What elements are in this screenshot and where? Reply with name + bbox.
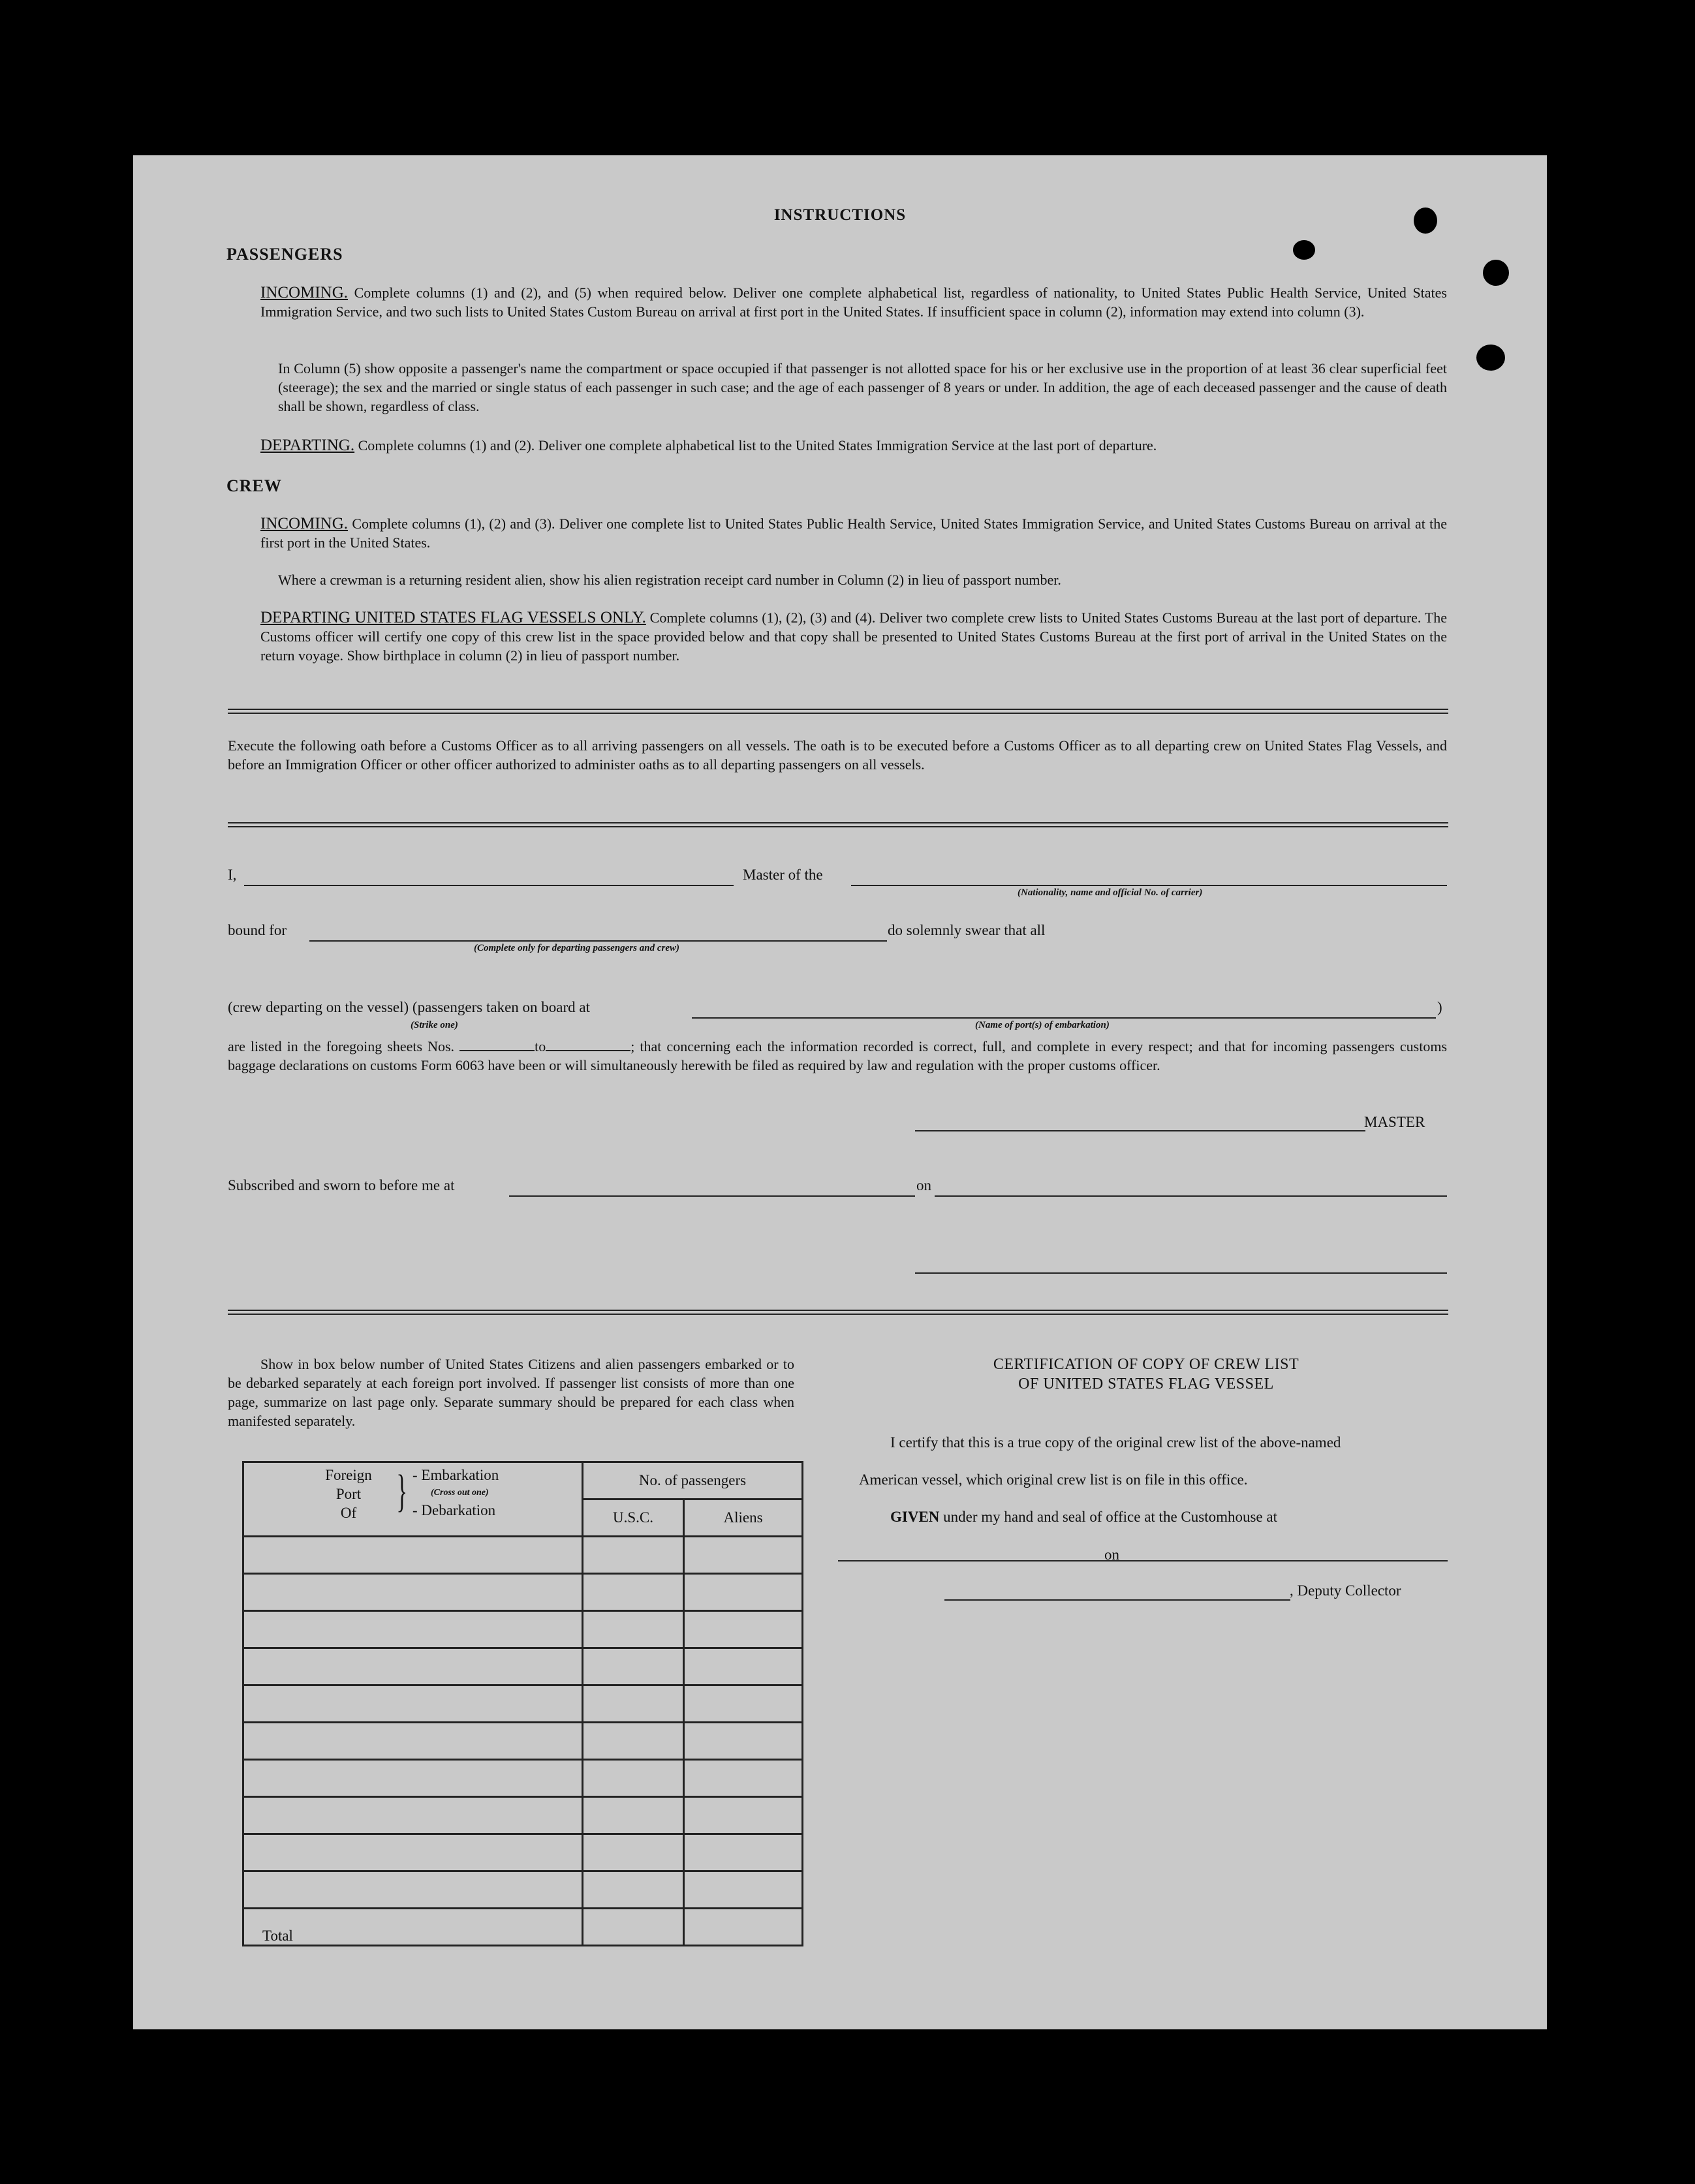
port-header-of: Of <box>340 1505 357 1521</box>
passengers-header-cell: No. of passengers <box>583 1462 803 1500</box>
oath-i-label: I, <box>228 867 237 883</box>
oath-listed-rest: ; that concerning each the information recorded is correct, full, and complete in every respect; and that for incoming passengers customs baggage declarations on customs Form 6063 have been or will simultaneously herewith be filed as required by law and regulation with the proper customs officer. <box>228 1038 1448 1073</box>
crew-resident-paragraph: Where a crewman is a returning resident alien, show his alien registration receipt card number in Column (2) in lieu of passport number. <box>278 572 1061 588</box>
nationality-hint: (Nationality, name and official No. of carrier) <box>1018 887 1203 898</box>
usc-cell[interactable] <box>583 1685 684 1723</box>
table-row <box>243 1648 803 1685</box>
subscribed-label: Subscribed and sworn to before me at <box>228 1177 455 1193</box>
passengers-incoming-paragraph <box>260 283 1447 321</box>
table-row <box>243 1537 803 1574</box>
total-aliens-cell[interactable] <box>684 1909 803 1946</box>
given-label: GIVEN <box>890 1509 940 1525</box>
port-cell[interactable] <box>243 1537 583 1574</box>
ports-hint: (Name of port(s) of embarkation) <box>975 1020 1110 1030</box>
oath-bound-for-label: bound for <box>228 922 287 938</box>
crew-incoming-paragraph <box>260 514 1447 552</box>
port-cell[interactable] <box>243 1685 583 1723</box>
table-row <box>243 1685 803 1723</box>
total-label-cell <box>243 1909 583 1946</box>
certification-title-line1: CERTIFICATION OF COPY OF CREW LIST <box>993 1356 1299 1373</box>
passengers-incoming-label: INCOMING. <box>260 284 349 301</box>
passengers-incoming-text: Complete columns (1) and (2), and (5) when required below. Deliver one complete alphabetical list, regardless of nationality, to United States Public Health Service, United States Immigration Service, and two such lists to United States Custom Bureau on arrival at first port in the United States. If insufficient space in column (2), information may extend into column (3). <box>260 285 1447 320</box>
oath-listed-label: are listed in the foregoing sheets Nos. <box>228 1038 455 1054</box>
usc-cell[interactable] <box>583 1834 684 1871</box>
departing-hint: (Complete only for departing passengers and crew) <box>474 943 679 953</box>
subscribed-on-label: on <box>916 1177 931 1193</box>
port-cell[interactable] <box>243 1871 583 1909</box>
debarkation-option[interactable]: - Debarkation <box>412 1502 496 1518</box>
crew-departing-text: Complete columns (1), (2), (3) and (4). Deliver two complete crew lists to United States Customs Bureau at the last port of departure. The Customs officer will certify one copy of this crew list in the space provided below and that copy shall be presented to United States Customs Bureau at the first port of arrival in the United States on the return voyage. Show birthplace in column (2) in lieu of passport number. <box>260 609 1448 664</box>
aliens-cell[interactable] <box>684 1537 803 1574</box>
usc-cell[interactable] <box>583 1537 684 1574</box>
section-divider <box>228 1310 1448 1315</box>
oath-listed-paragraph <box>228 1037 1447 1075</box>
carrier-field[interactable] <box>851 885 1447 886</box>
certify-text-1: I certify that this is a true copy of the original crew list of the above-named <box>890 1434 1341 1451</box>
officer-signature-field[interactable] <box>915 1272 1447 1274</box>
aliens-cell[interactable] <box>684 1611 803 1648</box>
crew-incoming-text: Complete columns (1), (2) and (3). Deliver one complete list to United States Public Health Service, United States Immigration Service, and United States Customs Bureau on arrival at the first port in the United States. <box>260 515 1447 551</box>
crew-departing-paragraph <box>260 608 1447 665</box>
port-cell[interactable] <box>243 1834 583 1871</box>
aliens-cell[interactable] <box>684 1648 803 1685</box>
aliens-cell[interactable] <box>684 1685 803 1723</box>
table-row <box>243 1871 803 1909</box>
given-line <box>890 1509 1277 1526</box>
usc-cell[interactable] <box>583 1611 684 1648</box>
port-cell[interactable] <box>243 1574 583 1611</box>
usc-cell[interactable] <box>583 1760 684 1797</box>
aliens-header-cell: Aliens <box>684 1500 803 1537</box>
port-cell[interactable] <box>243 1797 583 1834</box>
usc-cell[interactable] <box>583 1723 684 1760</box>
section-divider <box>228 709 1448 714</box>
usc-cell[interactable] <box>583 1797 684 1834</box>
port-cell[interactable] <box>243 1723 583 1760</box>
table-header-row <box>243 1462 803 1500</box>
subscribed-place-field[interactable] <box>509 1195 915 1197</box>
ink-blot <box>1483 260 1509 286</box>
table-row <box>243 1760 803 1797</box>
subscribed-date-field[interactable] <box>935 1195 1447 1197</box>
port-cell[interactable] <box>243 1760 583 1797</box>
port-header-port: Port <box>335 1486 362 1502</box>
master-label: MASTER <box>1364 1114 1425 1130</box>
total-label: Total <box>262 1928 293 1944</box>
aliens-cell[interactable] <box>684 1871 803 1909</box>
embarkation-option[interactable]: - Embarkation <box>412 1467 499 1483</box>
table-row <box>243 1797 803 1834</box>
usc-cell[interactable] <box>583 1871 684 1909</box>
deputy-collector-label: , Deputy Collector <box>1290 1582 1401 1599</box>
certification-title <box>898 1355 1394 1394</box>
passenger-summary-table <box>242 1461 803 1946</box>
oath-swear-label: do solemnly swear that all <box>888 922 1046 938</box>
certification-on-label: on <box>1104 1546 1119 1563</box>
total-usc-cell[interactable] <box>583 1909 684 1946</box>
ink-blot <box>1476 345 1505 371</box>
certification-date-field[interactable] <box>1121 1560 1448 1561</box>
oath-execute-paragraph: Execute the following oath before a Customs Officer as to all arriving passengers on all vessels. The oath is to be executed before a Customs Officer as to all departing crew on United States Flag Vessels, and before an Immigration Officer or other officer authorized to administer oaths as to all departing passengers on all vessels. <box>228 737 1447 773</box>
passengers-departing-text: Complete columns (1) and (2). Deliver one complete alphabetical list to the United States Immigration Service at the last port of departure. <box>354 437 1157 454</box>
aliens-cell[interactable] <box>684 1797 803 1834</box>
aliens-cell[interactable] <box>684 1574 803 1611</box>
crew-departing-label: DEPARTING UNITED STATES FLAG VESSELS ONLY. <box>260 609 646 626</box>
port-header-foreign: Foreign <box>325 1467 372 1483</box>
given-text: under my hand and seal of office at the Customhouse at <box>939 1509 1277 1525</box>
table-row <box>243 1723 803 1760</box>
sheet-to-field[interactable] <box>546 1037 630 1051</box>
cross-out-hint: (Cross out one) <box>431 1488 489 1498</box>
certification-title-line2: OF UNITED STATES FLAG VESSEL <box>1018 1376 1274 1392</box>
table-total-row <box>243 1909 803 1946</box>
passengers-departing-paragraph <box>260 436 1447 455</box>
oath-to-label: to <box>535 1038 546 1054</box>
master-name-field[interactable] <box>244 885 734 886</box>
port-header-cell <box>243 1462 583 1537</box>
deputy-collector-signature-field[interactable] <box>944 1599 1290 1601</box>
passengers-heading: PASSENGERS <box>226 245 343 264</box>
section-divider <box>228 822 1448 827</box>
aliens-cell[interactable] <box>684 1760 803 1797</box>
oath-master-of-label: Master of the <box>743 867 823 883</box>
sheet-from-field[interactable] <box>459 1037 535 1051</box>
usc-header-cell: U.S.C. <box>583 1500 684 1537</box>
usc-cell[interactable] <box>583 1648 684 1685</box>
usc-cell[interactable] <box>583 1574 684 1611</box>
brace-icon: } <box>396 1466 408 1516</box>
document-page <box>133 155 1547 2029</box>
oath-crew-departing-label: (crew departing on the vessel) (passengers taken on board at <box>228 999 590 1015</box>
summary-intro-paragraph: Show in box below number of United States Citizens and alien passengers embarked or to be debarked separately at each foreign port involved. If passenger list consists of more than one page, summarize on last page only. Separate summary should be prepared for each class when manifested separately. <box>228 1356 794 1429</box>
table-row <box>243 1611 803 1648</box>
crew-heading: CREW <box>226 476 282 495</box>
aliens-cell[interactable] <box>684 1723 803 1760</box>
table-row <box>243 1574 803 1611</box>
instructions-title: INSTRUCTIONS <box>773 206 907 224</box>
strike-hint: (Strike one) <box>411 1020 458 1030</box>
oath-close-paren: ) <box>1437 999 1442 1015</box>
port-cell[interactable] <box>243 1611 583 1648</box>
passengers-column5-paragraph: In Column (5) show opposite a passenger's name the compartment or space occupied if that passenger is not allotted space for his or her exclusive use in the proportion of at least 36 clear superficial feet (steerage); the sex and the married or single status of each passenger in such case; and the age of each passenger of 8 years or under. In addition, the age of each deceased passenger and the cause of death shall be shown, regardless of class. <box>278 360 1447 414</box>
certify-text-2: American vessel, which original crew list is on file in this office. <box>859 1471 1248 1488</box>
ink-blot <box>1293 240 1315 260</box>
table-row <box>243 1834 803 1871</box>
bound-for-field[interactable] <box>309 940 887 942</box>
crew-incoming-label: INCOMING. <box>260 515 349 532</box>
passengers-departing-label: DEPARTING. <box>260 437 355 454</box>
master-signature-field[interactable] <box>915 1130 1365 1131</box>
port-cell[interactable] <box>243 1648 583 1685</box>
aliens-cell[interactable] <box>684 1834 803 1871</box>
embarkation-port-field[interactable] <box>692 1017 1436 1019</box>
